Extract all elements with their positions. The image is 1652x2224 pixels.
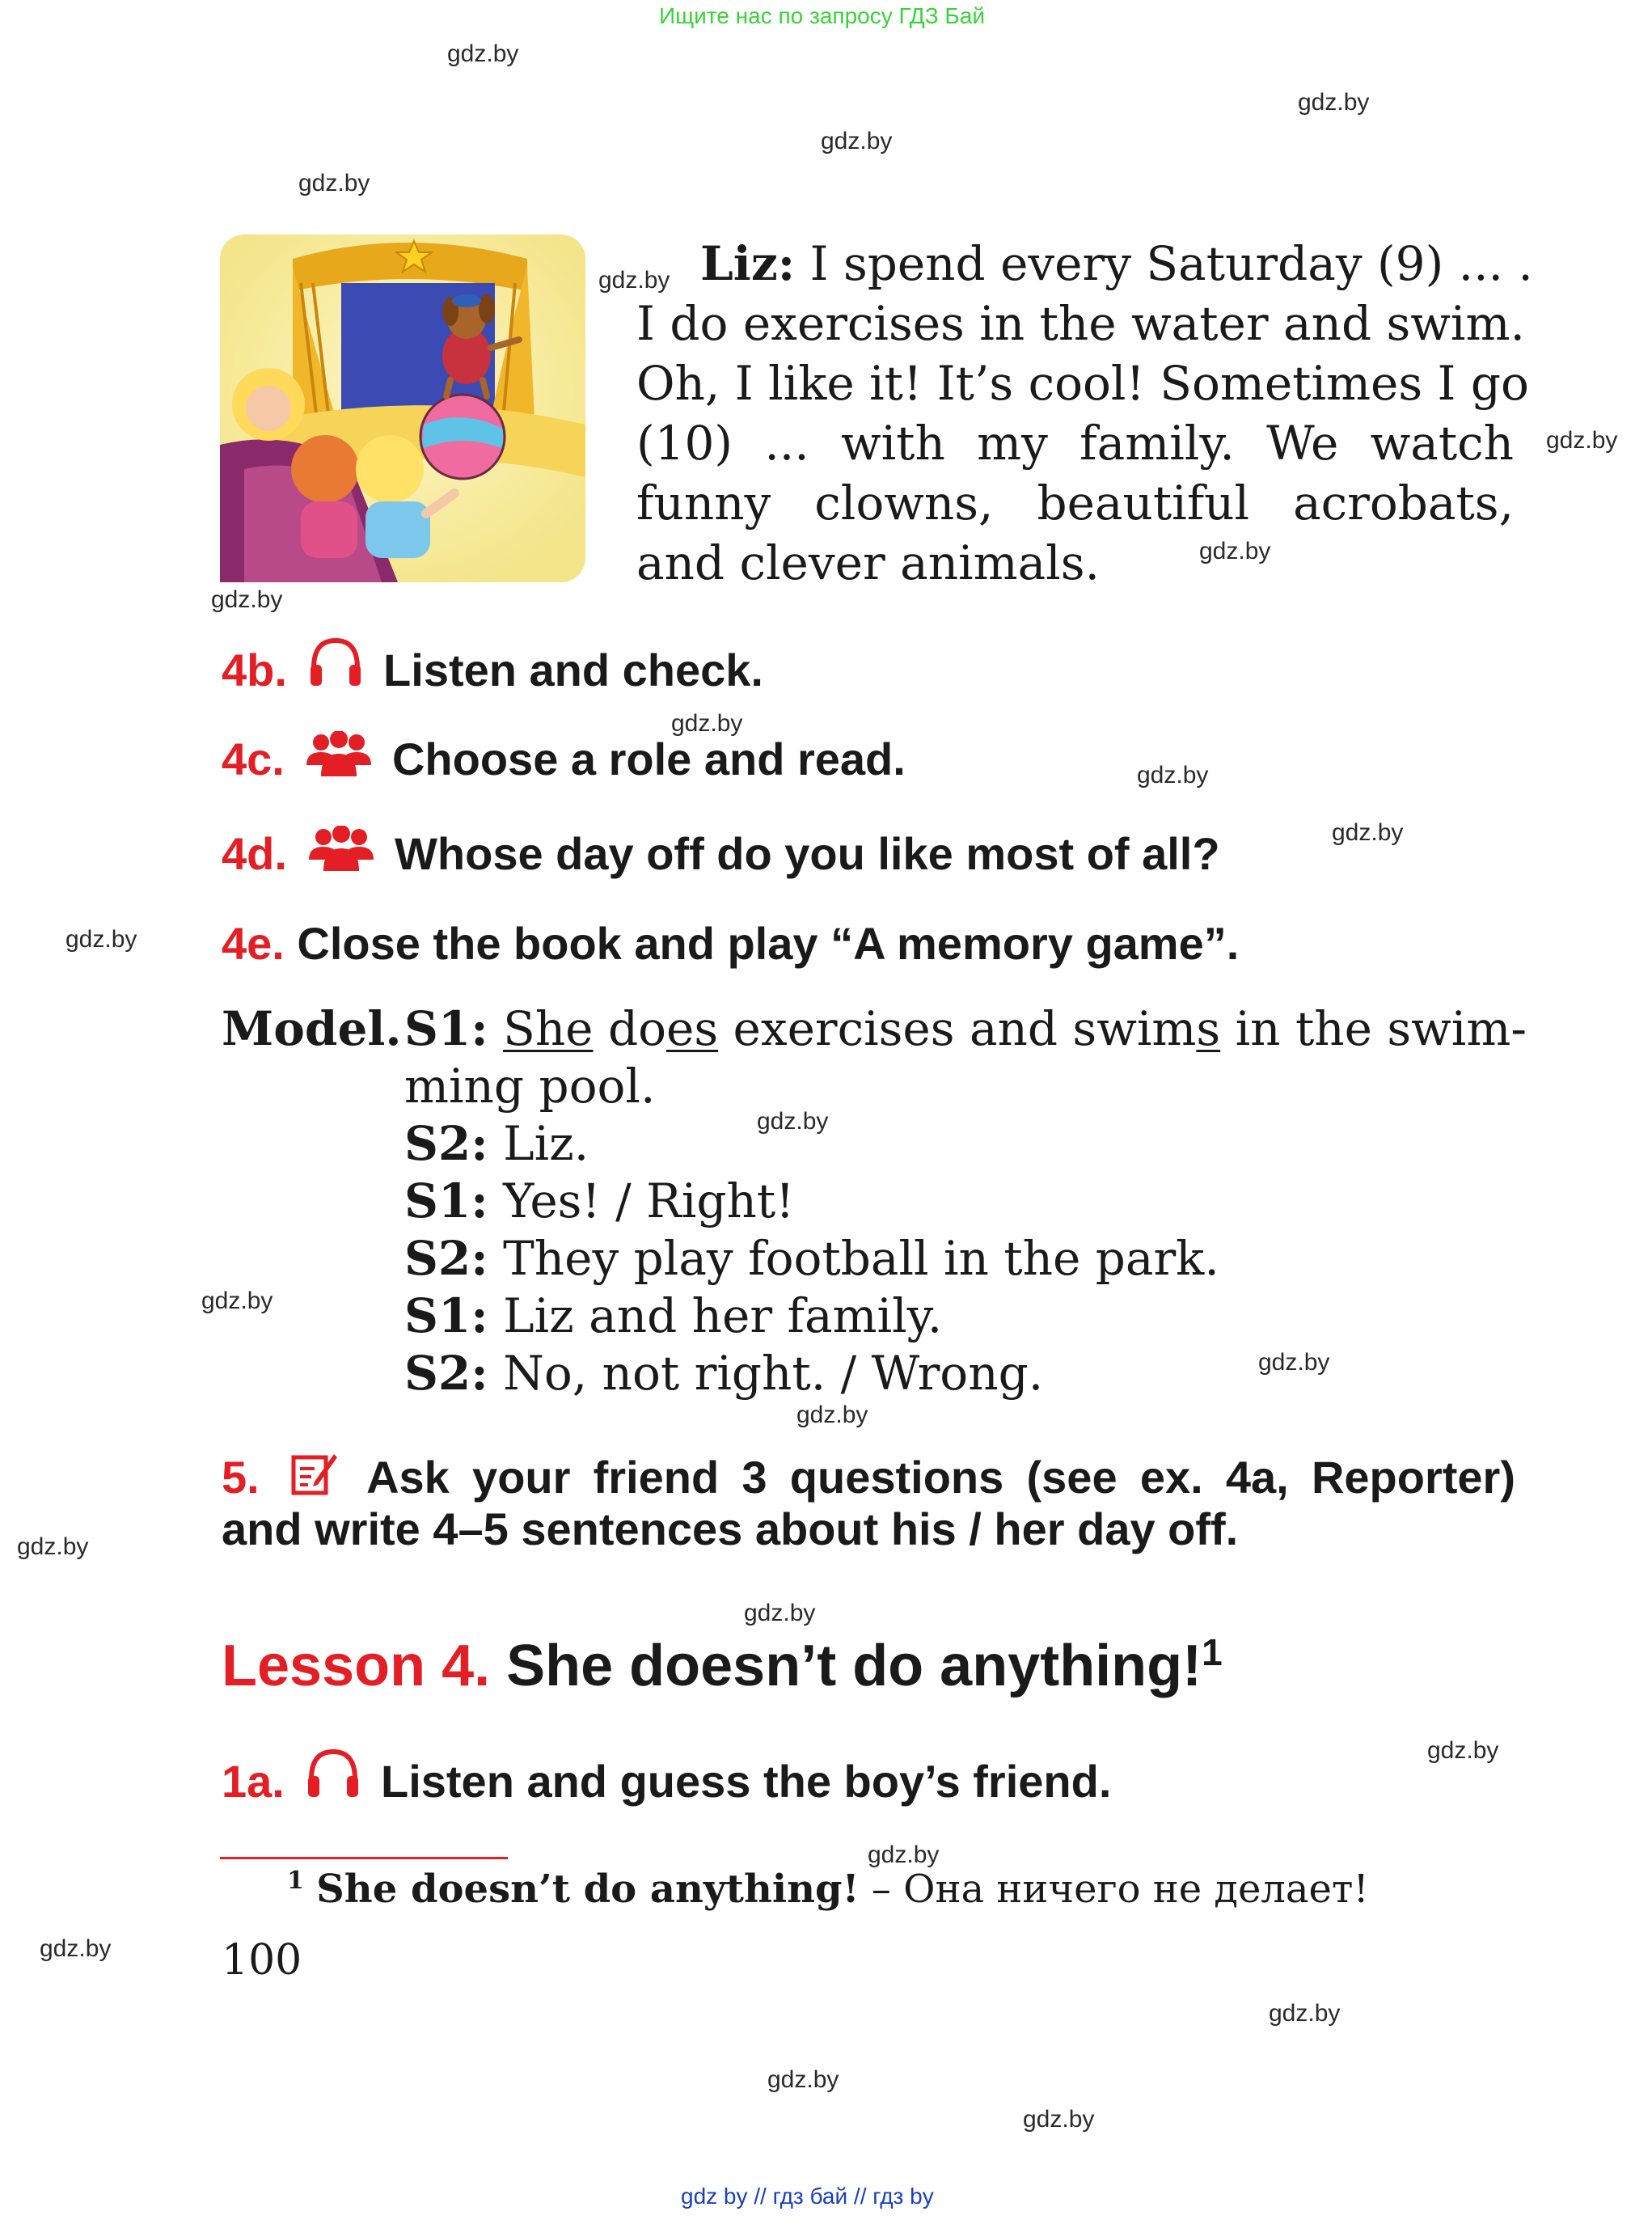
task-number: 4c. <box>222 734 285 784</box>
watermark: gdz.by <box>767 2066 839 2093</box>
task-text: Whose day off do you like most of all? <box>395 828 1220 879</box>
underlined-ending: s <box>1196 1001 1221 1056</box>
model-text: do <box>593 1001 666 1056</box>
model-text: No, not right. / Wrong. <box>488 1346 1044 1401</box>
task-1a <box>222 1747 1111 1811</box>
watermark: gdz.by <box>868 1841 940 1868</box>
watermark: gdz.by <box>1199 538 1271 564</box>
watermark: gdz.by <box>1332 819 1404 846</box>
writing-icon <box>290 1449 339 1507</box>
watermark: gdz.by <box>1298 89 1370 116</box>
task-text: Listen and guess the boy’s friend. <box>380 1756 1112 1807</box>
watermark: gdz.by <box>1023 2106 1095 2133</box>
underlined-ending: es <box>666 1001 719 1056</box>
watermark: gdz.by <box>796 1402 868 1428</box>
model-text: They play football in the park. <box>488 1231 1219 1286</box>
liz-line-1 <box>700 236 1533 291</box>
footnote-number: 1 <box>287 1867 304 1895</box>
speaker-s2: S2: <box>404 1231 488 1286</box>
task-number: 1a. <box>222 1756 285 1807</box>
search-hint: Ищите нас по запросу ГДЗ Бай <box>659 3 986 28</box>
task-4c <box>222 731 906 789</box>
model-line-1 <box>404 1001 1527 1056</box>
task-number: 4d. <box>222 828 287 879</box>
liz-line-3: Oh, I like it! It’s cool! Sometimes I go <box>636 356 1529 411</box>
watermark: gdz.by <box>671 710 743 737</box>
watermark: gdz.by <box>447 40 519 67</box>
lesson-title: She doesn’t do anything! <box>490 1634 1202 1698</box>
task-4d <box>222 826 1220 883</box>
footnote-translation: – Она ничего не делает! <box>859 1867 1369 1912</box>
task-text: Listen and check. <box>383 645 763 696</box>
task-text: Ask your friend 3 questions (see ex. 4a, Reporter) <box>366 1452 1515 1503</box>
speaker-s2: S2: <box>404 1116 488 1171</box>
group-icon <box>305 731 373 789</box>
watermark: gdz.by <box>201 1287 273 1314</box>
model-label: Model. <box>222 1001 402 1056</box>
footer-links[interactable]: gdz by // гдз бай // гдз by <box>681 2184 934 2209</box>
model-text: Liz. <box>488 1116 589 1171</box>
page-number: 100 <box>222 1936 302 1985</box>
liz-line-2: I do exercises in the water and swim. <box>636 296 1525 351</box>
model-line-5 <box>404 1231 1219 1286</box>
footnote <box>287 1867 1369 1912</box>
watermark: gdz.by <box>1427 1737 1499 1764</box>
footnote-phrase: She doesn’t do anything! <box>316 1867 860 1912</box>
headphones-icon <box>307 636 364 700</box>
speaker-liz: Liz: <box>700 236 796 291</box>
task-number: 5. <box>222 1452 260 1503</box>
task-5-line-2: and write 4–5 sentences about his / her day off. <box>222 1503 1239 1554</box>
liz-text: I spend every Saturday (9) ... . <box>795 236 1533 291</box>
footnote-divider <box>220 1857 508 1859</box>
circus-illustration <box>220 235 585 582</box>
watermark: gdz.by <box>1137 762 1209 789</box>
model-line-7 <box>404 1346 1043 1401</box>
speaker-s1: S1: <box>404 1288 488 1343</box>
task-text: Choose a role and read. <box>391 734 906 784</box>
watermark: gdz.by <box>757 1108 829 1135</box>
model-line-4 <box>404 1173 794 1228</box>
watermark: gdz.by <box>1546 427 1618 454</box>
watermark: gdz.by <box>211 586 283 613</box>
liz-line-6: and clever animals. <box>636 535 1100 590</box>
liz-line-5: funny clowns, beautiful acrobats, <box>636 476 1514 531</box>
underlined-word: She <box>503 1001 594 1056</box>
liz-line-4: (10) ... with my family. We watch <box>636 416 1514 471</box>
lesson-heading <box>222 1630 1223 1699</box>
task-number: 4e. <box>222 918 285 969</box>
watermark: gdz.by <box>1269 2000 1341 2027</box>
model-line-3 <box>404 1116 589 1171</box>
model-text: Yes! / Right! <box>488 1173 795 1228</box>
group-icon <box>307 826 375 883</box>
model-line-2: ming pool. <box>404 1059 656 1114</box>
model-text: in the swim- <box>1220 1001 1527 1056</box>
watermark: gdz.by <box>744 1600 816 1626</box>
task-4e <box>222 917 1239 970</box>
watermark: gdz.by <box>1258 1349 1330 1376</box>
speaker-s1: S1: <box>404 1173 488 1228</box>
task-5-line-1 <box>222 1449 1515 1507</box>
model-line-6 <box>404 1288 942 1343</box>
watermark: gdz.by <box>598 267 670 294</box>
watermark: gdz.by <box>40 1935 112 1962</box>
task-4b <box>222 636 763 700</box>
watermark: gdz.by <box>17 1533 89 1560</box>
lesson-label: Lesson 4. <box>222 1634 491 1698</box>
footnote-mark: 1 <box>1202 1631 1223 1673</box>
task-number: 4b. <box>222 645 287 696</box>
speaker-s2: S2: <box>404 1346 488 1401</box>
watermark: gdz.by <box>821 128 893 154</box>
headphones-icon <box>305 1747 361 1811</box>
watermark: gdz.by <box>298 170 370 197</box>
task-text: Close the book and play “A memory game”. <box>297 918 1240 969</box>
speaker-s1: S1: <box>404 1001 488 1056</box>
model-text: Liz and her family. <box>488 1288 943 1343</box>
watermark: gdz.by <box>65 926 137 953</box>
model-text: exercises and swim <box>718 1001 1197 1056</box>
